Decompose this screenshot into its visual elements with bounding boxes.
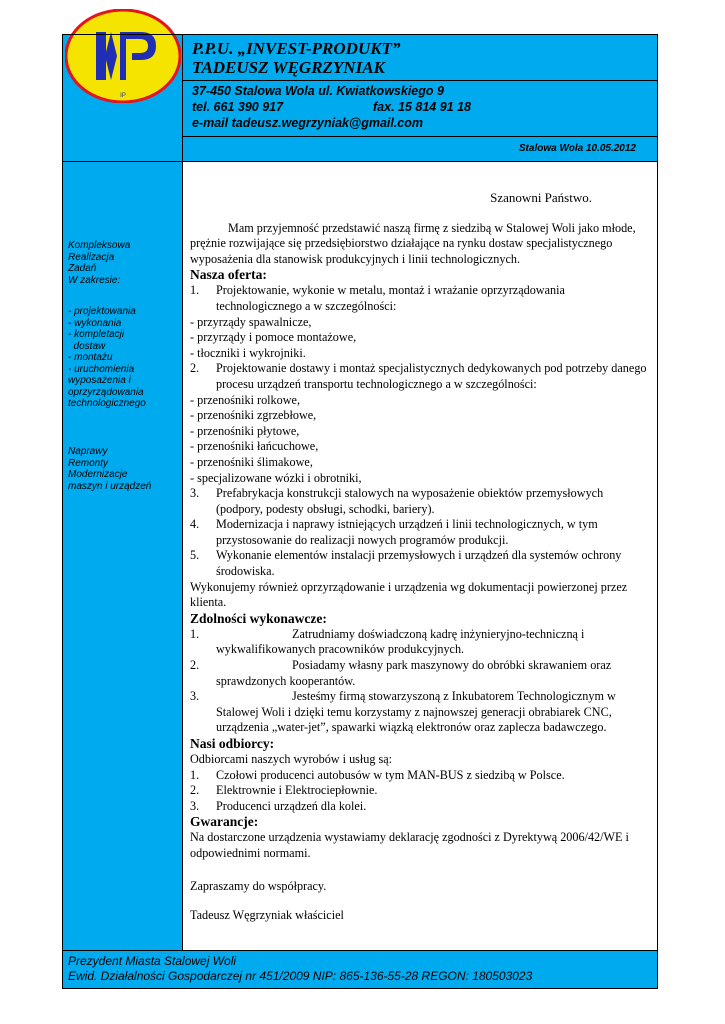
offer-item xyxy=(190,486,650,517)
client-number: 2. xyxy=(190,783,200,798)
clients-intro: Odbiorcami naszych wyrobów i usług są: xyxy=(190,752,393,766)
offer-closing: Wykonujemy również oprzyrządowanie i urządzenia wg dokumentacji powierzonej przez klienta. xyxy=(190,579,628,610)
greeting: Szanowni Państwo. xyxy=(490,190,592,205)
sidebar-line: Zadań xyxy=(68,263,97,274)
offer-number: 2. xyxy=(190,361,200,376)
logo-text: IP xyxy=(120,93,126,99)
sidebar-line: technologicznego xyxy=(68,398,146,409)
company-name: P.P.U. „INVEST-PRODUKT” xyxy=(192,39,401,58)
client-item xyxy=(190,768,650,784)
offer-item xyxy=(190,283,650,314)
capabilities-heading: Zdolności wykonawcze: xyxy=(190,610,327,626)
company-phone: tel. 661 390 917 xyxy=(192,100,284,114)
offer-number: 3. xyxy=(190,486,200,501)
company-owner: TADEUSZ WĘGRZYNIAK xyxy=(192,58,385,77)
offer-subitem: - przyrządy spawalnicze, xyxy=(190,314,312,329)
client-text: Producenci urządzeń dla kolei. xyxy=(216,798,367,813)
company-fax: fax. 15 814 91 18 xyxy=(373,100,471,114)
sidebar-line: Realizacja xyxy=(68,251,115,263)
capability-item xyxy=(190,658,650,689)
letter-body xyxy=(190,190,650,924)
offer-item xyxy=(190,517,650,548)
offer-item xyxy=(190,361,650,392)
offer-subitem: - tłoczniki i wykrojniki. xyxy=(190,345,306,360)
offer-subitem: - przyrządy i pomoce montażowe, xyxy=(190,330,357,345)
offer-number: 4. xyxy=(190,517,200,532)
capability-item xyxy=(190,689,650,736)
offer-item xyxy=(190,548,650,579)
sidebar-line: - projektowania xyxy=(68,306,136,317)
sidebar-line: - montażu xyxy=(68,352,113,363)
sidebar-line: - uruchomienia xyxy=(68,363,135,375)
offer-subitem: - specjalizowane wózki i obrotniki, xyxy=(190,470,362,485)
capability-item xyxy=(190,627,650,658)
guarantee-heading: Gwarancje: xyxy=(190,814,259,830)
capability-text: Zatrudniamy doświadczoną kadrę inżynieryjno-techniczną i wykwalifikowanych pracowników produkcyjnych. xyxy=(216,626,585,657)
offer-text: Projektowanie, wykonie w metalu, montaż i wrażanie oprzyrządowania technologicznego a w szczególności: xyxy=(216,283,565,313)
footer-line-2: Ewid. Działalności Gospodarczej nr 451/2009 NIP: 865-136-55-28 REGON: 180503023 xyxy=(68,969,533,983)
sidebar-line: maszyn i urządzeń xyxy=(68,480,152,492)
offer-text: Projektowanie dostawy i montaż specjalistycznych dedykowanych pod potrzeby danego procesu urządzeń transportu technologicznego a w szczególności: xyxy=(216,361,647,391)
invitation: Zapraszamy do współpracy. xyxy=(190,878,327,893)
offer-text: Modernizacja i naprawy istniejących urządzeń i linii technologicznych, w tym przystosowanie do realizacji nowych programów produkcji. xyxy=(216,517,598,547)
client-text: Elektrownie i Elektrociepłownie. xyxy=(216,783,378,798)
client-item xyxy=(190,783,650,799)
offer-subitem: - przenośniki rolkowe, xyxy=(190,392,300,407)
sidebar-line: Naprawy xyxy=(68,446,108,457)
client-number: 1. xyxy=(190,767,200,782)
offer-subitem: - przenośniki płytowe, xyxy=(190,423,300,438)
capability-number: 1. xyxy=(190,626,200,641)
sidebar-line: oprzyrządowania xyxy=(68,386,144,398)
footer-line-1: Prezydent Miasta Stalowej Woli xyxy=(68,954,237,968)
capability-text: Jesteśmy firmą stowarzyszoną z Inkubatorem Technologicznym w Stalowej Woli i dzięki temu korzystamy z najnowszej generacji obrabiarek CNC, urządzenia „water-jet”, spawarki wiązką elektronów oraz zaplecza badawczego. xyxy=(216,689,616,735)
capability-number: 3. xyxy=(190,689,200,704)
client-text: Czołowi producenci autobusów w tym MAN-BUS z siedzibą w Polsce. xyxy=(216,767,565,782)
clients-heading: Nasi odbiorcy: xyxy=(190,736,275,751)
offer-number: 5. xyxy=(190,548,200,563)
capability-number: 2. xyxy=(190,658,200,673)
sidebar-line: Remonty xyxy=(68,457,109,469)
sidebar-line: wyposażenia i xyxy=(68,375,131,386)
capability-text: Posiadamy własny park maszynowy do obróbki skrawaniem oraz sprawdzonych kooperantów. xyxy=(216,658,612,688)
sidebar-line: Kompleksowa xyxy=(68,240,131,251)
offer-text: Prefabrykacja konstrukcji stalowych na wyposażenie obiektów przemysłowych (podpory, podesty obsługi, schodki, bariery). xyxy=(216,486,604,516)
offer-text: Wykonanie elementów instalacji przemysłowych i urządzeń dla systemów ochrony środowiska. xyxy=(216,548,622,579)
sidebar-line: - kompletacji xyxy=(68,329,125,340)
company-email: e-mail tadeusz.wegrzyniak@gmail.com xyxy=(192,116,424,130)
company-address: 37-450 Stalowa Wola ul. Kwiatkowskiego 9 xyxy=(192,84,444,98)
letter-date: Stalowa Wola 10.05.2012 xyxy=(518,143,636,154)
client-item xyxy=(190,799,650,815)
guarantee-text: Na dostarczone urządzenia wystawiamy deklarację zgodności z Dyrektywą 2006/42/WE i odpowiednimi normami. xyxy=(190,830,629,860)
client-number: 3. xyxy=(190,798,200,813)
offer-number: 1. xyxy=(190,283,200,298)
offer-subitem: - przenośniki ślimakowe, xyxy=(190,454,313,469)
sidebar-line: - wykonania xyxy=(68,317,122,329)
signature: Tadeusz Węgrzyniak właściciel xyxy=(190,908,344,923)
offer-subitem: - przenośniki łańcuchowe, xyxy=(190,439,319,454)
offer-subitem: - przenośniki zgrzebłowe, xyxy=(190,408,317,423)
sidebar-line: Modernizacje xyxy=(68,469,128,480)
offer-heading: Nasza oferta: xyxy=(190,267,267,283)
intro-paragraph: Mam przyjemność przedstawić naszą firmę z siedzibą w Stalowej Woli jako młode, prężnie rozwijające się przedsiębiorstwo działające na rynku dostaw specjalistycznego wyposażenia dla stanowisk produkcyjnych i linii technologicznych. xyxy=(190,220,636,266)
sidebar-line: W zakresie: xyxy=(68,274,121,286)
sidebar-line: dostaw xyxy=(68,340,106,352)
